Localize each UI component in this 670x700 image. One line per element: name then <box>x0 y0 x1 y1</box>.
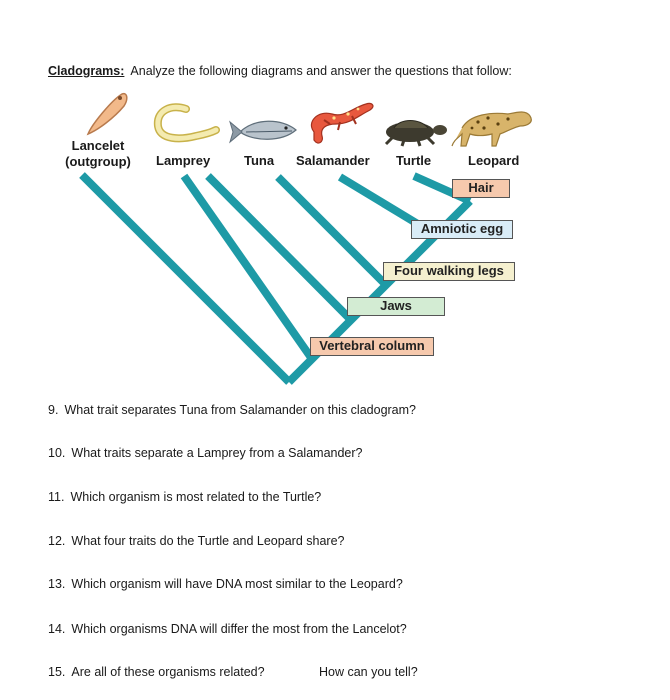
question-15: 15. Are all of these organisms related? How can you tell? <box>48 665 418 679</box>
trait-four-walking-legs: Four walking legs <box>383 262 515 281</box>
trait-vertebral-column: Vertebral column <box>310 337 434 356</box>
question-11: 11. Which organism is most related to the Turtle? <box>48 490 322 504</box>
question-14: 14. Which organisms DNA will differ the most from the Lancelot? <box>48 622 407 636</box>
organism-label-lamprey: Lamprey <box>156 153 211 168</box>
organism-label-salamander: Salamander <box>296 153 370 168</box>
organism-label-turtle: Turtle <box>396 153 432 168</box>
trait-jaws: Jaws <box>347 297 445 316</box>
lancelet-image <box>88 94 127 134</box>
organism-label-tuna: Tuna <box>244 153 275 168</box>
trait-amniotic-egg: Amniotic egg <box>411 220 513 239</box>
question-13: 13. Which organism will have DNA most similar to the Leopard? <box>48 577 403 591</box>
heading-title: Cladograms: <box>48 64 125 78</box>
question-15-followup: How can you tell? <box>319 665 418 679</box>
organism-label-leopard: Leopard <box>468 153 520 168</box>
salamander-image <box>311 103 373 143</box>
lamprey-image <box>158 107 216 138</box>
trait-hair: Hair <box>452 179 510 198</box>
turtle-image <box>386 121 447 147</box>
question-10: 10. What traits separate a Lamprey from a Salamander? <box>48 446 363 460</box>
organism-label-lancelet: Lancelet (outgroup) <box>65 138 131 169</box>
branch-lamprey <box>184 176 312 359</box>
heading-instruction: Analyze the following diagrams and answer the questions that follow: <box>130 64 512 78</box>
leopard-image <box>452 112 531 146</box>
question-9: 9. What trait separates Tuna from Salamander on this cladogram? <box>48 403 416 417</box>
branch-tuna <box>208 176 351 320</box>
question-12: 12. What four traits do the Turtle and Leopard share? <box>48 534 345 548</box>
tuna-image <box>230 121 296 142</box>
